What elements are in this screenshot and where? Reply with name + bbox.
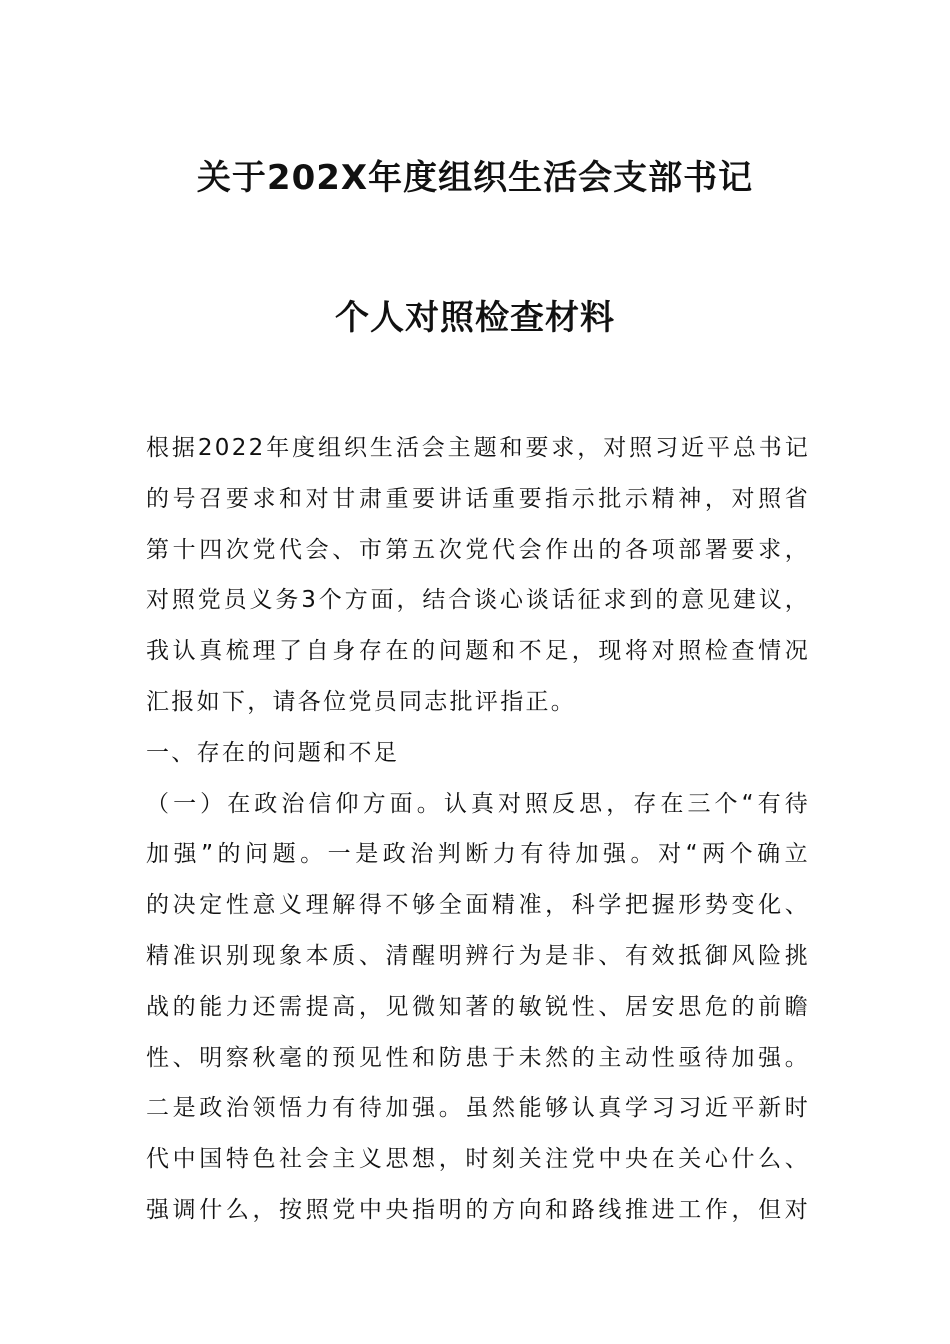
body-line: 精准识别现象本质、清醒明辨行为是非、有效抵御风险挑 bbox=[146, 942, 810, 969]
body-line: 我认真梳理了自身存在的问题和不足，现将对照检查情况 bbox=[146, 638, 810, 665]
body-line: 汇报如下，请各位党员同志批评指正。 bbox=[146, 688, 577, 715]
body-line: 二是政治领悟力有待加强。虽然能够认真学习习近平新时 bbox=[146, 1095, 810, 1122]
body-line: 代中国特色社会主义思想，时刻关注党中央在关心什么、 bbox=[146, 1146, 810, 1173]
body-line: 根据2022年度组织生活会主题和要求，对照习近平总书记 bbox=[146, 435, 810, 461]
body-line: 战的能力还需提高，见微知著的敏锐性、居安思危的前瞻 bbox=[146, 993, 810, 1020]
body-line: 一、存在的问题和不足 bbox=[146, 739, 399, 766]
body-line: 加强”的问题。一是政治判断力有待加强。对“两个确立 bbox=[146, 841, 810, 868]
document-title-line-2: 个人对照检查材料 bbox=[335, 298, 615, 338]
body-line: 对照党员义务3个方面，结合谈心谈话征求到的意见建议， bbox=[146, 587, 810, 614]
document-title-line-1: 关于202X年度组织生活会支部书记 bbox=[196, 158, 754, 198]
document-body bbox=[146, 423, 810, 1236]
body-line: 的号召要求和对甘肃重要讲话重要指示批示精神，对照省 bbox=[146, 485, 810, 512]
body-line: 的决定性意义理解得不够全面精准，科学把握形势变化、 bbox=[146, 892, 810, 919]
body-line: （一）在政治信仰方面。认真对照反思，存在三个“有待 bbox=[146, 790, 810, 817]
body-line: 性、明察秋毫的预见性和防患于未然的主动性亟待加强。 bbox=[146, 1044, 810, 1071]
body-line: 强调什么，按照党中央指明的方向和路线推进工作，但对 bbox=[146, 1196, 810, 1223]
body-line: 第十四次党代会、市第五次党代会作出的各项部署要求， bbox=[146, 536, 810, 563]
